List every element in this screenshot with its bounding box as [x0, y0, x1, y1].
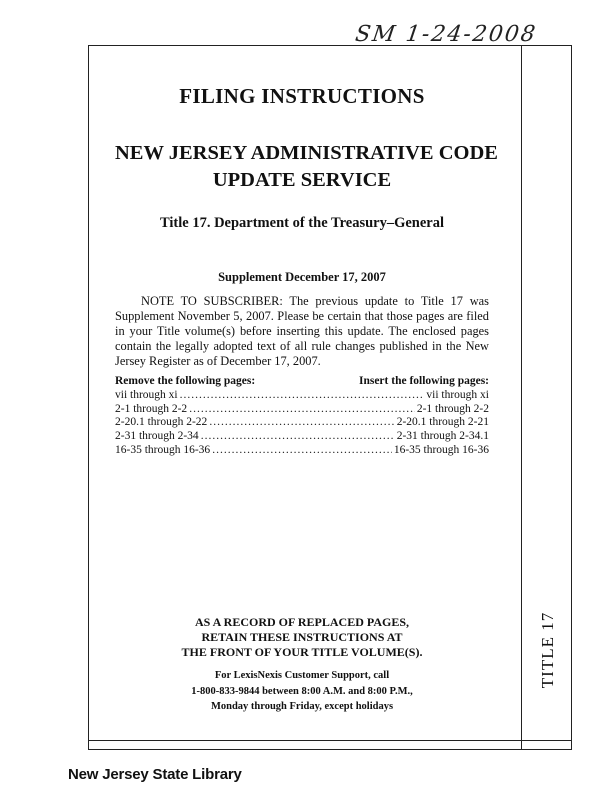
tab-divider — [521, 46, 522, 749]
library-stamp: New Jersey State Library — [68, 766, 242, 783]
pages-table — [115, 375, 489, 458]
subscriber-note — [115, 294, 489, 369]
remove-pages: 2-1 through 2-2 — [115, 402, 188, 415]
handwritten-date-note: SM 1-24-2008 — [353, 22, 539, 47]
remove-pages: 16-35 through 16-36 — [115, 443, 211, 456]
support-line: 1-800-833-9844 between 8:00 A.M. and 8:00 P.M., — [191, 685, 413, 697]
code-title — [115, 140, 498, 194]
bottom-rule — [89, 740, 571, 741]
insert-pages: 2-20.1 through 2-21 — [396, 416, 489, 429]
insert-pages: 2-1 through 2-2 — [416, 402, 489, 415]
dot-leader — [189, 403, 415, 417]
title-tab — [528, 600, 568, 700]
dot-leader — [212, 444, 392, 458]
dot-leader — [209, 416, 394, 430]
table-row — [115, 430, 489, 444]
insert-header: Insert the following pages: — [358, 375, 489, 387]
remove-header: Remove the following pages: — [115, 375, 256, 387]
dot-leader — [201, 430, 395, 444]
insert-pages: 16-35 through 16-36 — [393, 443, 489, 456]
department-title: Title 17. Department of the Treasury–General — [159, 215, 445, 231]
support-line: Monday through Friday, except holidays — [210, 701, 394, 712]
remove-pages: 2-20.1 through 2-22 — [115, 416, 208, 429]
dot-leader — [180, 389, 425, 403]
page-title: FILING INSTRUCTIONS — [179, 84, 425, 108]
record-notice-line: AS A RECORD OF REPLACED PAGES, — [194, 615, 410, 629]
pages-table-header — [115, 375, 489, 389]
supplement-date: Supplement December 17, 2007 — [218, 270, 386, 284]
record-notice-line: THE FRONT OF YOUR TITLE VOLUME(S). — [181, 645, 423, 659]
code-title-line: NEW JERSEY ADMINISTRATIVE CODE — [115, 142, 498, 164]
code-title-line: UPDATE SERVICE — [212, 169, 392, 191]
customer-support — [115, 668, 489, 715]
subscriber-note-text: NOTE TO SUBSCRIBER: The previous update to Title 17 was Supplement November 5, 2007. Please be certain that those pages are filed in your Title volume(s) before inserting this update. The enclosed pages contain the legally adopted text of all rule changes published in the New Jersey Register as of December 17, 2007. — [115, 294, 489, 368]
support-line: For LexisNexis Customer Support, call — [214, 670, 390, 681]
insert-pages: 2-31 through 2-34.1 — [396, 430, 489, 443]
table-row — [115, 416, 489, 430]
record-notice-line: RETAIN THESE INSTRUCTIONS AT — [201, 630, 403, 644]
table-row — [115, 403, 489, 417]
remove-pages: 2-31 through 2-34 — [115, 430, 199, 443]
remove-pages: vii through xi — [115, 388, 178, 401]
insert-pages: vii through xi — [426, 388, 489, 401]
record-notice — [115, 615, 489, 660]
table-row — [115, 389, 489, 403]
title-tab-label: TITLE 17 — [538, 611, 558, 689]
table-row — [115, 444, 489, 458]
